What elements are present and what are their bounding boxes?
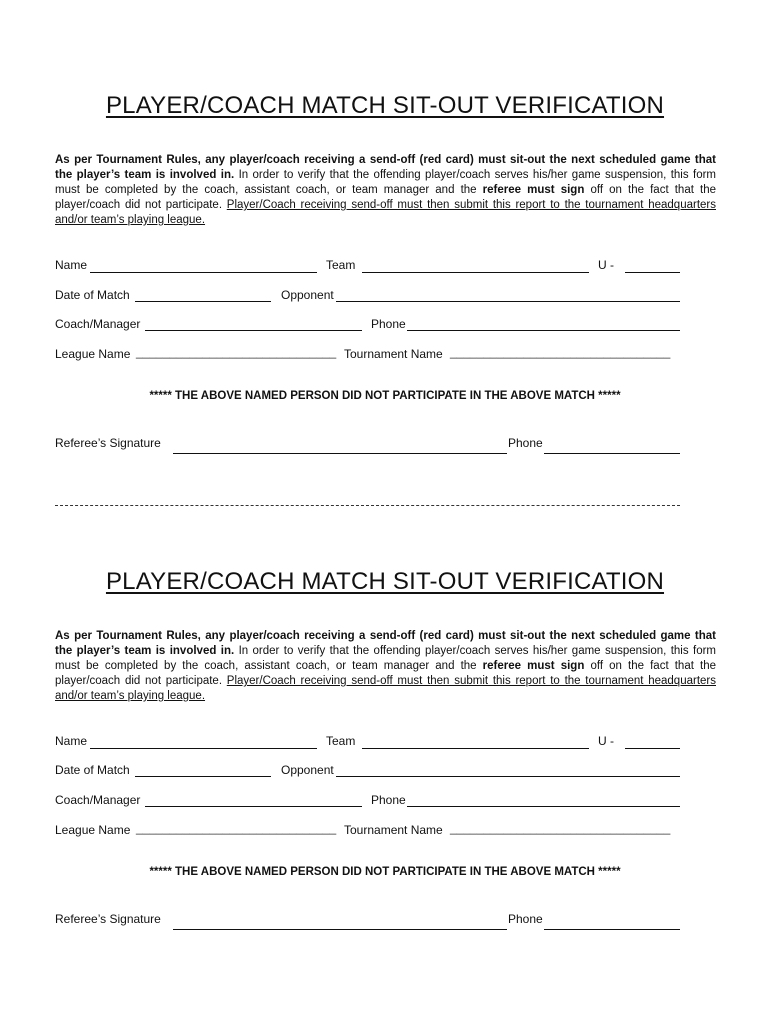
referee-phone-label: Phone <box>508 436 543 450</box>
date-of-match-label: Date of Match <box>55 288 130 302</box>
age-group-field[interactable] <box>625 748 680 749</box>
tournament-name-label: Tournament Name <box>344 347 443 361</box>
referee-phone-field[interactable] <box>544 929 680 930</box>
name-label: Name <box>55 734 88 748</box>
verify-text: In order to verify that the offending player/coach serves his/her game suspension, this form must be completed by the coach, assistant coach, or team manager and the <box>55 645 717 672</box>
form-title: PLAYER/COACH MATCH SIT-OUT VERIFICATION <box>105 568 665 595</box>
league-name-label: League Name <box>55 347 131 361</box>
non-participation-notice: ***** THE ABOVE NAMED PERSON DID NOT PARTICIPATE IN THE ABOVE MATCH ***** <box>149 866 621 878</box>
date-of-match-field[interactable] <box>135 776 271 777</box>
name-field[interactable] <box>90 272 317 273</box>
age-group-label: U - <box>598 258 614 272</box>
name-label: Name <box>55 258 88 272</box>
verification-form-1 <box>0 0 770 470</box>
verify-text: In order to verify that the offending player/coach serves his/her game suspension, this form must be completed by the coach, assistant coach, or team manager and the <box>55 169 717 196</box>
rule-text: As per Tournament Rules, any player/coach receiving a send-off (red card) must sit-out the next scheduled game that the player’s team is involved in. <box>55 630 716 657</box>
referee-sign-text: referee must sign <box>482 184 585 196</box>
participation-text: off on the fact that the player/coach did not participate. <box>55 660 716 687</box>
opponent-label: Opponent <box>281 288 334 302</box>
coach-manager-field[interactable] <box>145 806 362 807</box>
date-of-match-label: Date of Match <box>55 763 130 777</box>
verification-form-2 <box>0 476 770 946</box>
league-name-field[interactable]: ______________________________ <box>136 821 337 835</box>
tournament-name-field[interactable]: _________________________________ <box>450 345 671 359</box>
instructions-paragraph <box>55 153 716 228</box>
date-of-match-field[interactable] <box>135 301 271 302</box>
submit-report-text: Player/Coach receiving send-off must then submit this report to the tournament headquarters and/or team’s playing league. <box>55 675 716 702</box>
non-participation-notice: ***** THE ABOVE NAMED PERSON DID NOT PARTICIPATE IN THE ABOVE MATCH ***** <box>149 390 621 402</box>
rule-text: As per Tournament Rules, any player/coach receiving a send-off (red card) must sit-out the next scheduled game that the player’s team is involved in. <box>55 154 716 181</box>
referee-sign-text: referee must sign <box>482 660 585 672</box>
participation-text: off on the fact that the player/coach did not participate. <box>55 184 716 211</box>
opponent-field[interactable] <box>336 776 680 777</box>
referee-signature-label: Referee’s Signature <box>55 436 161 450</box>
phone-field[interactable] <box>407 806 680 807</box>
team-label: Team <box>326 734 356 748</box>
coach-manager-label: Coach/Manager <box>55 793 141 807</box>
team-label: Team <box>326 258 356 272</box>
opponent-label: Opponent <box>281 763 334 777</box>
referee-signature-field[interactable] <box>173 453 507 454</box>
tournament-name-field[interactable]: _________________________________ <box>450 821 671 835</box>
name-field[interactable] <box>90 748 317 749</box>
team-field[interactable] <box>362 272 589 273</box>
age-group-label: U - <box>598 734 614 748</box>
age-group-field[interactable] <box>625 272 680 273</box>
coach-manager-field[interactable] <box>145 330 362 331</box>
referee-signature-label: Referee’s Signature <box>55 912 161 926</box>
league-name-field[interactable]: ______________________________ <box>136 345 337 359</box>
form-title: PLAYER/COACH MATCH SIT-OUT VERIFICATION <box>105 92 665 119</box>
referee-signature-field[interactable] <box>173 929 507 930</box>
tournament-name-label: Tournament Name <box>344 823 443 837</box>
league-name-label: League Name <box>55 823 131 837</box>
referee-phone-field[interactable] <box>544 453 680 454</box>
phone-label: Phone <box>371 317 406 331</box>
team-field[interactable] <box>362 748 589 749</box>
opponent-field[interactable] <box>336 301 680 302</box>
phone-label: Phone <box>371 793 406 807</box>
instructions-paragraph <box>55 629 716 704</box>
submit-report-text: Player/Coach receiving send-off must then submit this report to the tournament headquarters and/or team’s playing league. <box>55 199 716 226</box>
referee-phone-label: Phone <box>508 912 543 926</box>
coach-manager-label: Coach/Manager <box>55 317 141 331</box>
phone-field[interactable] <box>407 330 680 331</box>
